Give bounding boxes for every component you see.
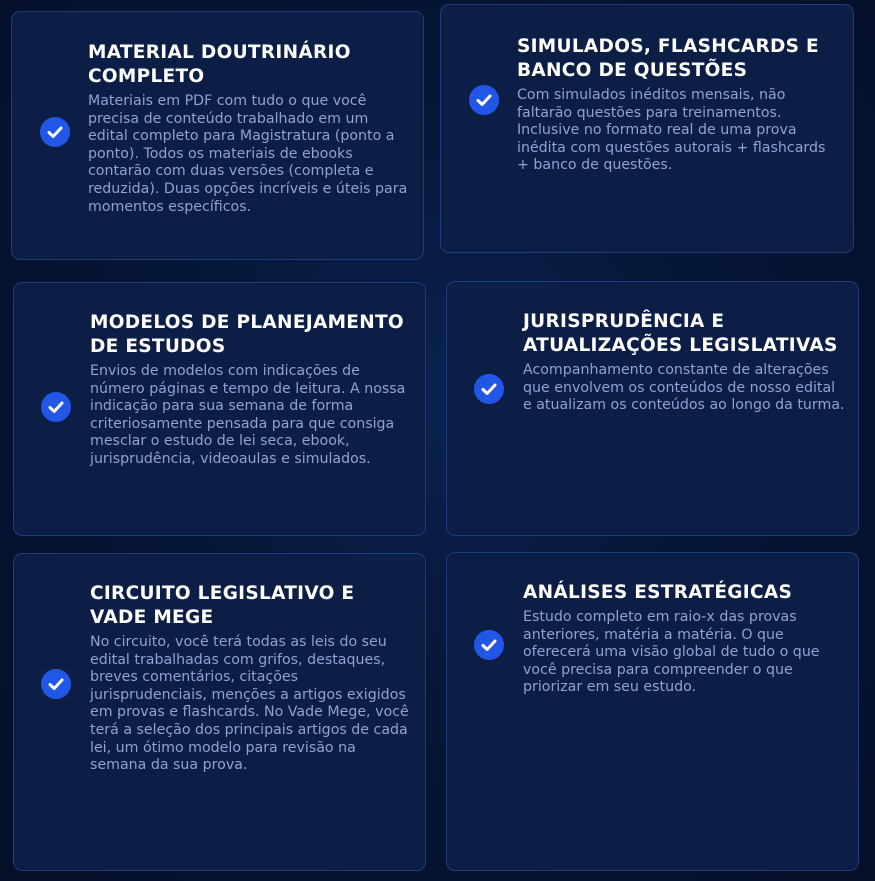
card-description: Materiais em PDF com tudo o que você precisa de conteúdo trabalhado em um edital completo para Magistratura (ponto a ponto). Todos os materiais de ebooks contarão com duas versões (completa e reduzida). Duas opções incríveis e úteis para momentos específicos. (88, 93, 408, 215)
card-description: No circuito, você terá todas as leis do seu edital trabalhadas com grifos, destaques, breves comentários, citações jurisprudenciais, menções a artigos exigidos em provas e flashcards. No Vade Mege, você terá a seleção dos principais artigos de cada lei, um ótimo modelo para revisão na semana da sua prova. (90, 634, 409, 774)
card-content (523, 310, 846, 415)
card-content (523, 581, 846, 697)
card-title: ANÁLISES ESTRATÉGICAS (523, 582, 793, 603)
check-circle-icon (41, 669, 71, 699)
card-content (517, 35, 841, 175)
card-content (90, 582, 413, 775)
card-title: SIMULADOS, FLASHCARDS E BANCO DE QUESTÕES (517, 36, 819, 81)
card-title: JURISPRUDÊNCIA E ATUALIZAÇÕES LEGISLATIVAS (523, 311, 838, 356)
feature-card-material-doutrinario (11, 11, 424, 260)
check-circle-icon (469, 85, 499, 115)
card-description: Envios de modelos com indicações de número páginas e tempo de leitura. A nossa indicação para sua semana de forma criteriosamente pensada para que consiga mesclar o estudo de lei seca, ebook, jurisprudência, videoaulas e simulados. (90, 363, 406, 467)
feature-card-jurisprudencia (446, 281, 859, 536)
card-description: Estudo completo em raio-x das provas anteriores, matéria a matéria. O que oferecerá uma visão global de tudo o que você precisa para compreender o que priorizar em seu estudo. (523, 609, 820, 696)
feature-card-modelos-planejamento (13, 282, 426, 536)
feature-card-circuito-legislativo (13, 553, 426, 871)
card-description: Acompanhamento constante de alterações que envolvem os conteúdos de nosso edital e atualizam os conteúdos ao longo da turma. (523, 362, 845, 414)
card-title: MATERIAL DOUTRINÁRIO COMPLETO (88, 42, 351, 87)
check-circle-icon (474, 630, 504, 660)
card-description: Com simulados inéditos mensais, não faltarão questões para treinamentos. Inclusive no formato real de uma prova inédita com questões autorais + flashcards + banco de questões. (517, 87, 826, 174)
card-content (88, 41, 411, 216)
check-circle-icon (41, 392, 71, 422)
card-content (90, 311, 413, 469)
card-title: MODELOS DE PLANEJAMENTO DE ESTUDOS (90, 312, 404, 357)
feature-card-analises-estrategicas (446, 552, 859, 871)
feature-card-simulados (440, 4, 854, 253)
card-title: CIRCUITO LEGISLATIVO E VADE MEGE (90, 583, 355, 628)
check-circle-icon (40, 117, 70, 147)
check-circle-icon (474, 374, 504, 404)
